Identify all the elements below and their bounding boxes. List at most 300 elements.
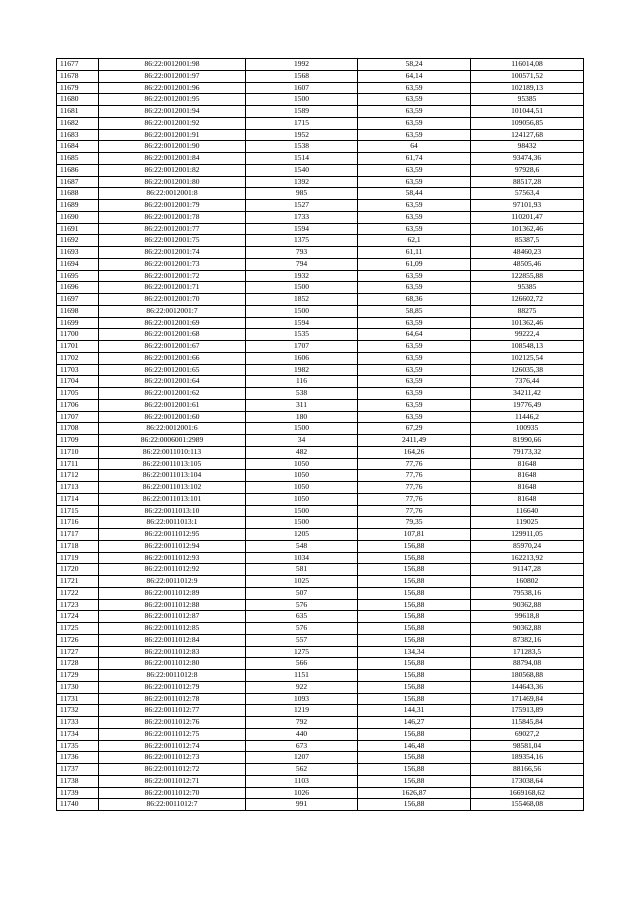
- cadastral-value-cell: 100571,52: [471, 70, 584, 82]
- area-cell: 985: [246, 188, 358, 200]
- cadastral-number-cell: 86:22:0012001:7: [99, 305, 246, 317]
- row-number-cell: 11704: [57, 376, 99, 388]
- cadastral-number-cell: 86:22:0012001:79: [99, 200, 246, 212]
- area-cell: 548: [246, 540, 358, 552]
- row-number-cell: 11705: [57, 388, 99, 400]
- cadastral-number-cell: 86:22:0011012:94: [99, 540, 246, 552]
- specific-value-cell: 156,88: [358, 576, 471, 588]
- table-row: [57, 470, 584, 482]
- table-row: [57, 623, 584, 635]
- row-number-cell: 11695: [57, 270, 99, 282]
- row-number-cell: 11689: [57, 200, 99, 212]
- cadastral-value-cell: 97101,93: [471, 200, 584, 212]
- table-row: [57, 82, 584, 94]
- table-row: [57, 740, 584, 752]
- table-row: [57, 658, 584, 670]
- table-row: [57, 587, 584, 599]
- area-cell: 566: [246, 658, 358, 670]
- cadastral-number-cell: 86:22:0011010:113: [99, 446, 246, 458]
- table-row: [57, 764, 584, 776]
- area-cell: 1568: [246, 70, 358, 82]
- row-number-cell: 11681: [57, 106, 99, 118]
- table-row: [57, 646, 584, 658]
- row-number-cell: 11715: [57, 505, 99, 517]
- table-row: [57, 482, 584, 494]
- row-number-cell: 11701: [57, 341, 99, 353]
- table-row: [57, 552, 584, 564]
- row-number-cell: 11696: [57, 282, 99, 294]
- area-cell: 557: [246, 634, 358, 646]
- specific-value-cell: 2411,49: [358, 435, 471, 447]
- specific-value-cell: 61,11: [358, 247, 471, 259]
- cadastral-number-cell: 86:22:0011012:76: [99, 717, 246, 729]
- specific-value-cell: 77,76: [358, 482, 471, 494]
- row-number-cell: 11723: [57, 599, 99, 611]
- row-number-cell: 11712: [57, 470, 99, 482]
- row-number-cell: 11736: [57, 752, 99, 764]
- area-cell: 1050: [246, 470, 358, 482]
- table-row: [57, 341, 584, 353]
- table-row: [57, 176, 584, 188]
- table-row: [57, 599, 584, 611]
- cadastral-value-cell: 129911,05: [471, 529, 584, 541]
- row-number-cell: 11726: [57, 634, 99, 646]
- specific-value-cell: 156,88: [358, 658, 471, 670]
- area-cell: 1589: [246, 106, 358, 118]
- cadastral-number-cell: 86:22:0012001:64: [99, 376, 246, 388]
- row-number-cell: 11732: [57, 705, 99, 717]
- area-cell: 1514: [246, 153, 358, 165]
- cadastral-value-cell: 116640: [471, 505, 584, 517]
- row-number-cell: 11721: [57, 576, 99, 588]
- specific-value-cell: 58,44: [358, 188, 471, 200]
- cadastral-number-cell: 86:22:0012001:75: [99, 235, 246, 247]
- area-cell: 482: [246, 446, 358, 458]
- row-number-cell: 11734: [57, 728, 99, 740]
- area-cell: 1205: [246, 529, 358, 541]
- area-cell: 562: [246, 764, 358, 776]
- table-row: [57, 106, 584, 118]
- row-number-cell: 11677: [57, 59, 99, 71]
- cadastral-value-cell: 101362,46: [471, 223, 584, 235]
- area-cell: 34: [246, 435, 358, 447]
- area-cell: 1275: [246, 646, 358, 658]
- specific-value-cell: 63,59: [358, 164, 471, 176]
- table-row: [57, 705, 584, 717]
- specific-value-cell: 63,59: [358, 352, 471, 364]
- cadastral-value-cell: 99222,4: [471, 329, 584, 341]
- specific-value-cell: 156,88: [358, 540, 471, 552]
- cadastral-number-cell: 86:22:0011012:87: [99, 611, 246, 623]
- specific-value-cell: 63,59: [358, 317, 471, 329]
- table-row: [57, 529, 584, 541]
- cadastral-number-cell: 86:22:0011012:95: [99, 529, 246, 541]
- row-number-cell: 11693: [57, 247, 99, 259]
- cadastral-number-cell: 86:22:0012001:78: [99, 211, 246, 223]
- table-row: [57, 576, 584, 588]
- row-number-cell: 11697: [57, 294, 99, 306]
- cadastral-value-cell: 81648: [471, 470, 584, 482]
- cadastral-value-cell: 98581,04: [471, 740, 584, 752]
- table-row: [57, 728, 584, 740]
- area-cell: 1207: [246, 752, 358, 764]
- cadastral-number-cell: 86:22:0011012:85: [99, 623, 246, 635]
- area-cell: 922: [246, 681, 358, 693]
- table-row: [57, 388, 584, 400]
- area-cell: 1527: [246, 200, 358, 212]
- specific-value-cell: 156,88: [358, 764, 471, 776]
- area-cell: 1050: [246, 482, 358, 494]
- specific-value-cell: 67,29: [358, 423, 471, 435]
- specific-value-cell: 58,85: [358, 305, 471, 317]
- table-row: [57, 540, 584, 552]
- row-number-cell: 11707: [57, 411, 99, 423]
- specific-value-cell: 61,74: [358, 153, 471, 165]
- area-cell: 507: [246, 587, 358, 599]
- row-number-cell: 11683: [57, 129, 99, 141]
- table-row: [57, 247, 584, 259]
- table-row: [57, 611, 584, 623]
- cadastral-value-cell: 122855,88: [471, 270, 584, 282]
- cadastral-value-cell: 90362,88: [471, 623, 584, 635]
- cadastral-number-cell: 86:22:0012001:73: [99, 258, 246, 270]
- area-cell: 673: [246, 740, 358, 752]
- cadastral-number-cell: 86:22:0012001:82: [99, 164, 246, 176]
- row-number-cell: 11678: [57, 70, 99, 82]
- cadastral-number-cell: 86:22:0012001:67: [99, 341, 246, 353]
- area-cell: 1932: [246, 270, 358, 282]
- row-number-cell: 11722: [57, 587, 99, 599]
- cadastral-value-cell: 19776,49: [471, 399, 584, 411]
- specific-value-cell: 62,1: [358, 235, 471, 247]
- specific-value-cell: 156,88: [358, 775, 471, 787]
- table-row: [57, 458, 584, 470]
- cadastral-value-cell: 180568,88: [471, 670, 584, 682]
- area-cell: 576: [246, 623, 358, 635]
- cadastral-number-cell: 86:22:0011012:70: [99, 787, 246, 799]
- row-number-cell: 11690: [57, 211, 99, 223]
- cadastral-value-cell: 171283,5: [471, 646, 584, 658]
- cadastral-value-cell: 85970,24: [471, 540, 584, 552]
- area-cell: 1607: [246, 82, 358, 94]
- area-cell: 1707: [246, 341, 358, 353]
- area-cell: 1535: [246, 329, 358, 341]
- cadastral-value-table: [56, 58, 584, 811]
- cadastral-value-cell: 48505,46: [471, 258, 584, 270]
- cadastral-number-cell: 86:22:0012001:74: [99, 247, 246, 259]
- cadastral-number-cell: 86:22:0011012:80: [99, 658, 246, 670]
- specific-value-cell: 156,88: [358, 752, 471, 764]
- specific-value-cell: 63,59: [358, 106, 471, 118]
- cadastral-number-cell: 86:22:0011012:84: [99, 634, 246, 646]
- table-row: [57, 446, 584, 458]
- specific-value-cell: 144,31: [358, 705, 471, 717]
- specific-value-cell: 156,88: [358, 670, 471, 682]
- area-cell: 1952: [246, 129, 358, 141]
- cadastral-value-cell: 79173,32: [471, 446, 584, 458]
- table-row: [57, 435, 584, 447]
- cadastral-number-cell: 86:22:0012001:94: [99, 106, 246, 118]
- table-row: [57, 188, 584, 200]
- cadastral-value-cell: 95385: [471, 94, 584, 106]
- row-number-cell: 11680: [57, 94, 99, 106]
- area-cell: 1733: [246, 211, 358, 223]
- cadastral-number-cell: 86:22:0012001:95: [99, 94, 246, 106]
- row-number-cell: 11717: [57, 529, 99, 541]
- row-number-cell: 11727: [57, 646, 99, 658]
- specific-value-cell: 156,88: [358, 611, 471, 623]
- cadastral-number-cell: 86:22:0012001:71: [99, 282, 246, 294]
- row-number-cell: 11731: [57, 693, 99, 705]
- cadastral-number-cell: 86:22:0011013:1: [99, 517, 246, 529]
- area-cell: 794: [246, 258, 358, 270]
- specific-value-cell: 63,59: [358, 411, 471, 423]
- row-number-cell: 11738: [57, 775, 99, 787]
- area-cell: 1594: [246, 317, 358, 329]
- area-cell: 1025: [246, 576, 358, 588]
- cadastral-number-cell: 86:22:0011012:75: [99, 728, 246, 740]
- cadastral-value-cell: 93474,36: [471, 153, 584, 165]
- table-row: [57, 411, 584, 423]
- cadastral-value-cell: 171469,84: [471, 693, 584, 705]
- area-cell: 1026: [246, 787, 358, 799]
- specific-value-cell: 68,36: [358, 294, 471, 306]
- row-number-cell: 11724: [57, 611, 99, 623]
- specific-value-cell: 64,64: [358, 329, 471, 341]
- table-row: [57, 200, 584, 212]
- cadastral-number-cell: 86:22:0012001:69: [99, 317, 246, 329]
- specific-value-cell: 146,27: [358, 717, 471, 729]
- specific-value-cell: 63,59: [358, 388, 471, 400]
- cadastral-value-cell: 97928,6: [471, 164, 584, 176]
- row-number-cell: 11740: [57, 799, 99, 811]
- row-number-cell: 11687: [57, 176, 99, 188]
- area-cell: 180: [246, 411, 358, 423]
- cadastral-value-cell: 79538,16: [471, 587, 584, 599]
- cadastral-number-cell: 86:22:0012001:66: [99, 352, 246, 364]
- area-cell: 1540: [246, 164, 358, 176]
- table-row: [57, 317, 584, 329]
- table-row: [57, 752, 584, 764]
- cadastral-number-cell: 86:22:0012001:91: [99, 129, 246, 141]
- specific-value-cell: 107,81: [358, 529, 471, 541]
- table-row: [57, 117, 584, 129]
- specific-value-cell: 156,88: [358, 693, 471, 705]
- table-row: [57, 282, 584, 294]
- cadastral-value-cell: 85387,5: [471, 235, 584, 247]
- row-number-cell: 11739: [57, 787, 99, 799]
- area-cell: 116: [246, 376, 358, 388]
- specific-value-cell: 156,88: [358, 564, 471, 576]
- cadastral-value-cell: 48460,23: [471, 247, 584, 259]
- cadastral-number-cell: 86:22:0012001:62: [99, 388, 246, 400]
- row-number-cell: 11711: [57, 458, 99, 470]
- row-number-cell: 11718: [57, 540, 99, 552]
- cadastral-number-cell: 86:22:0011012:83: [99, 646, 246, 658]
- cadastral-value-cell: 87382,16: [471, 634, 584, 646]
- table-row: [57, 517, 584, 529]
- cadastral-number-cell: 86:22:0011012:73: [99, 752, 246, 764]
- area-cell: 1050: [246, 493, 358, 505]
- cadastral-value-cell: 101044,51: [471, 106, 584, 118]
- cadastral-value-cell: 101362,46: [471, 317, 584, 329]
- specific-value-cell: 63,59: [358, 176, 471, 188]
- cadastral-value-cell: 173038,64: [471, 775, 584, 787]
- area-cell: 1852: [246, 294, 358, 306]
- specific-value-cell: 1626,87: [358, 787, 471, 799]
- area-cell: 793: [246, 247, 358, 259]
- table-row: [57, 164, 584, 176]
- area-cell: 1500: [246, 423, 358, 435]
- area-cell: 1992: [246, 59, 358, 71]
- cadastral-value-cell: 144643,36: [471, 681, 584, 693]
- cadastral-number-cell: 86:22:0012001:80: [99, 176, 246, 188]
- cadastral-number-cell: 86:22:0011012:93: [99, 552, 246, 564]
- area-cell: 1715: [246, 117, 358, 129]
- cadastral-number-cell: 86:22:0012001:84: [99, 153, 246, 165]
- area-cell: 1594: [246, 223, 358, 235]
- table-row: [57, 799, 584, 811]
- table-row: [57, 399, 584, 411]
- row-number-cell: 11725: [57, 623, 99, 635]
- specific-value-cell: 63,59: [358, 82, 471, 94]
- cadastral-value-cell: 110201,47: [471, 211, 584, 223]
- area-cell: 1219: [246, 705, 358, 717]
- cadastral-number-cell: 86:22:0011013:101: [99, 493, 246, 505]
- specific-value-cell: 134,34: [358, 646, 471, 658]
- cadastral-number-cell: 86:22:0012001:61: [99, 399, 246, 411]
- cadastral-number-cell: 86:22:0011012:78: [99, 693, 246, 705]
- row-number-cell: 11719: [57, 552, 99, 564]
- row-number-cell: 11691: [57, 223, 99, 235]
- area-cell: 1982: [246, 364, 358, 376]
- table-row: [57, 329, 584, 341]
- specific-value-cell: 63,59: [358, 223, 471, 235]
- cadastral-value-cell: 102125,54: [471, 352, 584, 364]
- table-row: [57, 235, 584, 247]
- row-number-cell: 11735: [57, 740, 99, 752]
- table-row: [57, 364, 584, 376]
- cadastral-value-cell: 95385: [471, 282, 584, 294]
- cadastral-number-cell: 86:22:0011012:92: [99, 564, 246, 576]
- cadastral-number-cell: 86:22:0012001:6: [99, 423, 246, 435]
- row-number-cell: 11713: [57, 482, 99, 494]
- cadastral-value-cell: 162213,92: [471, 552, 584, 564]
- table-row: [57, 141, 584, 153]
- table-row: [57, 423, 584, 435]
- specific-value-cell: 156,88: [358, 599, 471, 611]
- specific-value-cell: 156,88: [358, 728, 471, 740]
- table-row: [57, 717, 584, 729]
- area-cell: 581: [246, 564, 358, 576]
- cadastral-number-cell: 86:22:0012001:97: [99, 70, 246, 82]
- specific-value-cell: 63,59: [358, 376, 471, 388]
- cadastral-number-cell: 86:22:0011012:9: [99, 576, 246, 588]
- cadastral-number-cell: 86:22:0011012:77: [99, 705, 246, 717]
- specific-value-cell: 156,88: [358, 552, 471, 564]
- row-number-cell: 11730: [57, 681, 99, 693]
- cadastral-value-cell: 124127,68: [471, 129, 584, 141]
- table-row: [57, 305, 584, 317]
- area-cell: 1500: [246, 505, 358, 517]
- table-row: [57, 70, 584, 82]
- area-cell: 576: [246, 599, 358, 611]
- table-row: [57, 59, 584, 71]
- specific-value-cell: 63,59: [358, 399, 471, 411]
- cadastral-value-cell: 88794,08: [471, 658, 584, 670]
- area-cell: 1500: [246, 517, 358, 529]
- cadastral-value-cell: 119025: [471, 517, 584, 529]
- row-number-cell: 11716: [57, 517, 99, 529]
- cadastral-value-cell: 34211,42: [471, 388, 584, 400]
- table-body: [57, 59, 584, 811]
- cadastral-number-cell: 86:22:0012001:72: [99, 270, 246, 282]
- specific-value-cell: 58,24: [358, 59, 471, 71]
- row-number-cell: 11708: [57, 423, 99, 435]
- table-row: [57, 352, 584, 364]
- area-cell: 635: [246, 611, 358, 623]
- area-cell: 1093: [246, 693, 358, 705]
- specific-value-cell: 79,35: [358, 517, 471, 529]
- cadastral-value-cell: 126035,38: [471, 364, 584, 376]
- cadastral-value-cell: 90362,88: [471, 599, 584, 611]
- row-number-cell: 11720: [57, 564, 99, 576]
- cadastral-number-cell: 86:22:0012001:98: [99, 59, 246, 71]
- row-number-cell: 11710: [57, 446, 99, 458]
- specific-value-cell: 156,88: [358, 681, 471, 693]
- specific-value-cell: 63,59: [358, 94, 471, 106]
- row-number-cell: 11698: [57, 305, 99, 317]
- specific-value-cell: 63,59: [358, 270, 471, 282]
- specific-value-cell: 64,14: [358, 70, 471, 82]
- area-cell: 1375: [246, 235, 358, 247]
- row-number-cell: 11729: [57, 670, 99, 682]
- row-number-cell: 11733: [57, 717, 99, 729]
- cadastral-number-cell: 86:22:0012001:60: [99, 411, 246, 423]
- specific-value-cell: 63,59: [358, 129, 471, 141]
- specific-value-cell: 63,59: [358, 282, 471, 294]
- cadastral-value-cell: 69027,2: [471, 728, 584, 740]
- table-row: [57, 693, 584, 705]
- specific-value-cell: 63,59: [358, 200, 471, 212]
- row-number-cell: 11706: [57, 399, 99, 411]
- specific-value-cell: 77,76: [358, 458, 471, 470]
- table-row: [57, 270, 584, 282]
- cadastral-value-cell: 7376,44: [471, 376, 584, 388]
- area-cell: 1538: [246, 141, 358, 153]
- area-cell: 1392: [246, 176, 358, 188]
- row-number-cell: 11688: [57, 188, 99, 200]
- area-cell: 1606: [246, 352, 358, 364]
- specific-value-cell: 156,88: [358, 634, 471, 646]
- table-row: [57, 670, 584, 682]
- table-row: [57, 681, 584, 693]
- cadastral-value-cell: 189354,16: [471, 752, 584, 764]
- cadastral-value-cell: 81648: [471, 493, 584, 505]
- row-number-cell: 11685: [57, 153, 99, 165]
- cadastral-value-cell: 81990,66: [471, 435, 584, 447]
- table-row: [57, 493, 584, 505]
- table-row: [57, 376, 584, 388]
- cadastral-value-cell: 57563,4: [471, 188, 584, 200]
- area-cell: 311: [246, 399, 358, 411]
- row-number-cell: 11709: [57, 435, 99, 447]
- cadastral-value-cell: 81648: [471, 458, 584, 470]
- cadastral-value-cell: 100935: [471, 423, 584, 435]
- table-row: [57, 94, 584, 106]
- area-cell: 1050: [246, 458, 358, 470]
- row-number-cell: 11694: [57, 258, 99, 270]
